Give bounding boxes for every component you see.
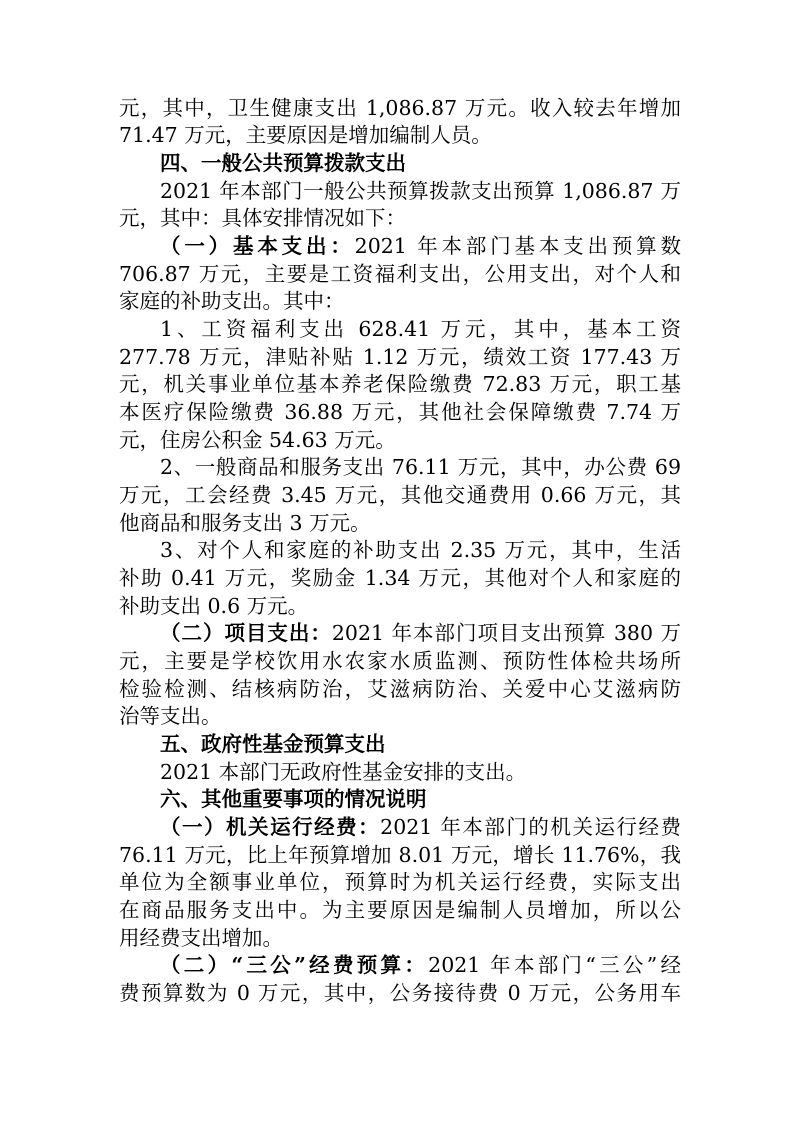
paragraph-line: 71.47 万元，主要原因是增加编制人员。 — [119, 123, 492, 147]
paragraph-line: 元，主要是学校饮用水农家水质监测、预防性体检共场所 — [119, 649, 681, 673]
subheading: （一）基本支出： — [160, 234, 355, 258]
paragraph-line: 2、一般商品和服务支出 76.11 万元，其中，办公费 69 — [160, 455, 681, 479]
paragraph-line — [160, 950, 681, 980]
paragraph-line: 元，其中：具体安排情况如下： — [119, 206, 406, 230]
paragraph-text: 2021 年本部门基本支出预算数 — [354, 234, 681, 258]
paragraph-line: 3、对个人和家庭的补助支出 2.35 万元，其中，生活 — [160, 538, 681, 562]
subheading: （二）“三公”经费预算： — [160, 953, 429, 977]
paragraph-line: 费预算数为 0 万元，其中，公务接待费 0 万元，公务用车 — [119, 981, 681, 1005]
paragraph-line: 用经费支出增加。 — [119, 926, 283, 950]
paragraph-line: 检验检测、结核病防治，艾滋病防治、关爱中心艾滋病防 — [119, 677, 681, 701]
paragraph-text: 2021 年本部门的机关运行经费 — [380, 815, 681, 839]
paragraph-line: 76.11 万元，比上年预算增加 8.01 万元，增长 11.76%，我 — [119, 843, 681, 867]
paragraph-line: 706.87 万元，主要是工资福利支出，公用支出，对个人和 — [119, 262, 681, 286]
subheading: （一）机关运行经费： — [160, 815, 381, 839]
paragraph-line: 277.78 万元，津贴补贴 1.12 万元，绩效工资 177.43 万 — [119, 345, 681, 369]
section-heading: 六、其他重要事项的情况说明 — [160, 787, 427, 811]
paragraph-line: 1、工资福利支出 628.41 万元，其中，基本工资 — [160, 317, 681, 341]
paragraph-line: 补助支出 0.6 万元。 — [119, 594, 309, 618]
paragraph-line: 万元，工会经费 3.45 万元，其他交通费用 0.66 万元，其 — [119, 483, 681, 507]
paragraph-line: 单位为全额事业单位，预算时为机关运行经费，实际支出 — [119, 870, 681, 894]
paragraph-line: 2021 年本部门一般公共预算拨款支出预算 1,086.87 万 — [160, 179, 681, 203]
paragraph-line: 补助 0.41 万元，奖励金 1.34 万元，其他对个人和家庭的 — [119, 566, 681, 590]
paragraph-line: 本医疗保险缴费 36.88 万元，其他社会保障缴费 7.74 万 — [119, 400, 681, 424]
paragraph-line: 2021 本部门无政府性基金安排的支出。 — [160, 760, 527, 784]
paragraph-line — [160, 231, 681, 261]
paragraph-line: 元，住房公积金 54.63 万元。 — [119, 428, 396, 452]
paragraph-line — [160, 618, 681, 648]
section-heading: 四、一般公共预算拨款支出 — [160, 151, 406, 175]
paragraph-line: 家庭的补助支出。其中： — [119, 289, 345, 313]
paragraph-line: 他商品和服务支出 3 万元。 — [119, 511, 371, 535]
paragraph-line: 在商品服务支出中。为主要原因是编制人员增加，所以公 — [119, 898, 681, 922]
subheading: （二）项目支出： — [160, 621, 332, 645]
section-heading: 五、政府性基金预算支出 — [160, 732, 386, 756]
paragraph-line — [160, 812, 681, 842]
paragraph-text: 2021 年本部门项目支出预算 380 万 — [331, 621, 681, 645]
paragraph-line: 元，其中，卫生健康支出 1,086.87 万元。收入较去年增加 — [119, 96, 681, 120]
paragraph-text: 2021 年本部门“三公”经 — [428, 953, 681, 977]
paragraph-line: 元，机关事业单位基本养老保险缴费 72.83 万元，职工基 — [119, 372, 681, 396]
paragraph-line: 治等支出。 — [119, 704, 222, 728]
